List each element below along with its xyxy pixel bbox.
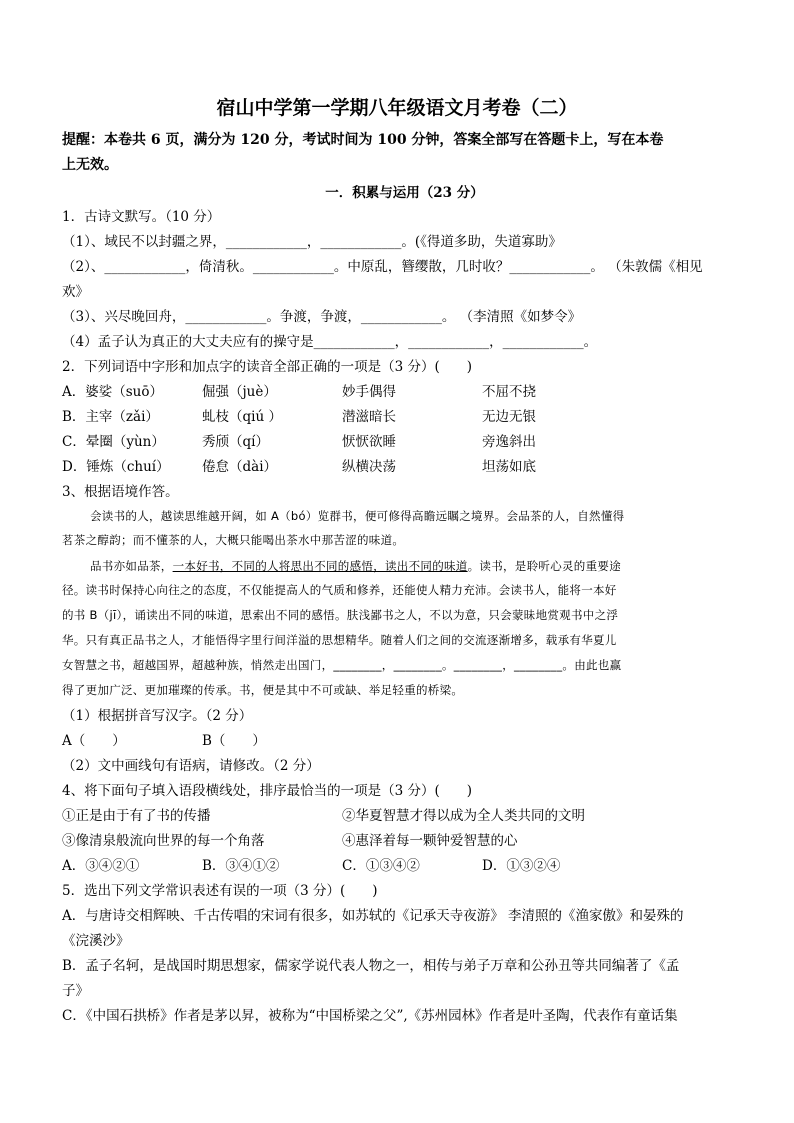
q2-option-a-word-4: 不屈不挠 — [482, 384, 536, 400]
q2-option-a-word-3: 妙手偶得 — [342, 384, 396, 400]
q2-option-b-word-2: 虬枝（qiú ） — [202, 409, 282, 425]
passage-p1-line-2: 茗茶之醇韵；而不懂茶的人，大概只能喝出茶水中那苦涩的味道。 — [62, 533, 405, 547]
q2-option-b-word-4: 无边无银 — [482, 409, 536, 425]
q1-line-2: （2）、____________，倚清秋。____________。中原乱，簪缨散，几时收？____________。 （朱敦儒《相见 — [62, 259, 703, 275]
q5-option-b-line-2: 子》 — [62, 983, 89, 999]
passage-p2-line-2: 径。读书时保持心向往之的态度，不仅能提高人的气质和修养，还能使人精力充沛。会读书人，能将一本好 — [62, 583, 617, 597]
q4-option-a: A．③④②① — [62, 858, 140, 874]
q2-option-b-word-3: 潜滋暗长 — [342, 409, 396, 425]
blank-b: B（ ） — [202, 733, 266, 749]
page-title: 宿山中学第一学期八年级语文月考卷（二） — [216, 97, 578, 119]
passage-p2-line-6: 得了更加广泛、更加璀璨的传承。书，便是其中不可或缺、举足轻重的桥梁。 — [62, 683, 464, 697]
q2-option-c-word-3: 恹恹欲睡 — [342, 434, 396, 450]
q5-option-a-line-2: 《浣溪沙》 — [62, 933, 130, 949]
q2-option-a-word-1: A．婆娑（suō） — [62, 384, 163, 400]
q4-option-c: C．①③④② — [342, 858, 420, 874]
q4-sentence-2: ②华夏智慧才得以成为全人类共同的文明 — [342, 808, 585, 824]
q3-sub-1: （1）根据拼音写汉字。（2 分） — [62, 708, 253, 724]
passage-p1-line-1: 会读书的人，越读思维越开阔，如 A（bó）览群书，便可修得高瞻远瞩之境界。会品茶的人，自然懂得 — [90, 509, 625, 523]
passage-p2-line-4: 华。只有真正品书之人，才能悟得字里行间洋溢的思想精华。随着人们之间的交流逐渐增多，载承有华夏儿 — [62, 633, 617, 647]
q4-sentence-4: ④惠泽着每一颗钟爱智慧的心 — [342, 833, 518, 849]
q2-stem: 2．下列词语中字形和加点字的读音全部正确的一项是（3 分）( ) — [62, 359, 473, 375]
q4-sentence-3: ③像清泉般流向世界的每一个角落 — [62, 833, 265, 849]
passage-p2-line-1 — [90, 557, 621, 575]
passage-p2-line-3: 的书 B（jī），诵读出不同的味道，思索出不同的感悟。肤浅鄙书之人，不以为意，只会蒙昧地赏观书中之浮 — [62, 608, 619, 622]
q1-line-5: （4）孟子认为真正的大丈夫应有的操守是____________，____________，____________。 — [62, 334, 598, 350]
q5-option-b-line-1: B．孟子名轲，是战国时期思想家，儒家学说代表人物之一，相传与弟子万章和公孙丑等共同编著了《孟 — [62, 958, 680, 974]
q2-option-d-word-3: 纵横决荡 — [342, 459, 396, 475]
q3-stem: 3、根据语境作答。 — [62, 484, 179, 500]
passage-p2-line-5: 女智慧之书，超越国界，超越种族，悄然走出国门，________，________。________，________。由此也赢 — [62, 658, 622, 672]
notice-line-1: 提醒：本卷共 6 页，满分为 120 分，考试时间为 100 分钟，答案全部写在答题卡上，写在本卷 — [62, 132, 664, 148]
q5-stem: 5．选出下列文学常识表述有误的一项（3 分）( ) — [62, 883, 378, 899]
q4-option-b: B．③④①② — [202, 858, 280, 874]
q4-sentence-1: ①正是由于有了书的传播 — [62, 808, 211, 824]
section-heading: 一．积累与运用（23 分） — [325, 185, 484, 201]
q2-option-d-word-4: 坦荡如底 — [482, 459, 536, 475]
q2-option-a-word-2: 倔强（juè） — [202, 384, 277, 400]
q1-stem: 1．古诗文默写。（10 分） — [62, 209, 221, 225]
passage-p2-post: 。读书，是聆听心灵的重要途 — [467, 559, 622, 573]
q1-line-4: （3）、兴尽晚回舟，____________。争渡，争渡，____________。 （李清照《如梦令》 — [62, 309, 582, 325]
q2-option-c-word-2: 秀颀（qí） — [202, 434, 269, 450]
q2-option-d-word-2: 倦怠（dài） — [202, 459, 278, 475]
q2-option-c-word-4: 旁逸斜出 — [482, 434, 536, 450]
q4-option-d: D．①③②④ — [482, 858, 561, 874]
q1-line-3: 欢》 — [62, 284, 89, 300]
underlined-sentence: 一本好书，不同的人将思出不同的感悟，读出不同的味道 — [172, 559, 468, 573]
blank-a: A（ ） — [62, 733, 126, 749]
q2-option-b-word-1: B．主宰（zǎi） — [62, 409, 159, 425]
q5-option-a-line-1: A．与唐诗交相辉映、千古传唱的宋词有很多，如苏轼的《记承天寺夜游》 李清照的《渔家傲》和晏殊的 — [62, 908, 684, 924]
q5-option-c-line-1: C．《中国石拱桥》作者是茅以昇，被称为“中国桥梁之父”,《苏州园林》作者是叶圣陶，代表作有童话集 — [62, 1008, 678, 1024]
notice-line-2: 上无效。 — [62, 157, 118, 173]
q3-sub-2: （2）文中画线句有语病，请修改。（2 分） — [62, 758, 320, 774]
passage-p2-pre: 品书亦如品茶， — [90, 559, 173, 573]
q1-line-1: （1）、域民不以封疆之界，____________，____________。(《得道多助，失道寡助》 — [62, 234, 562, 250]
q2-option-c-word-1: C．晕圈（yùn） — [62, 434, 165, 450]
q4-stem: 4、将下面句子填入语段横线处，排序最恰当的一项是（3 分）( ) — [62, 783, 473, 799]
q2-option-d-word-1: D．锤炼（chuí） — [62, 459, 170, 475]
